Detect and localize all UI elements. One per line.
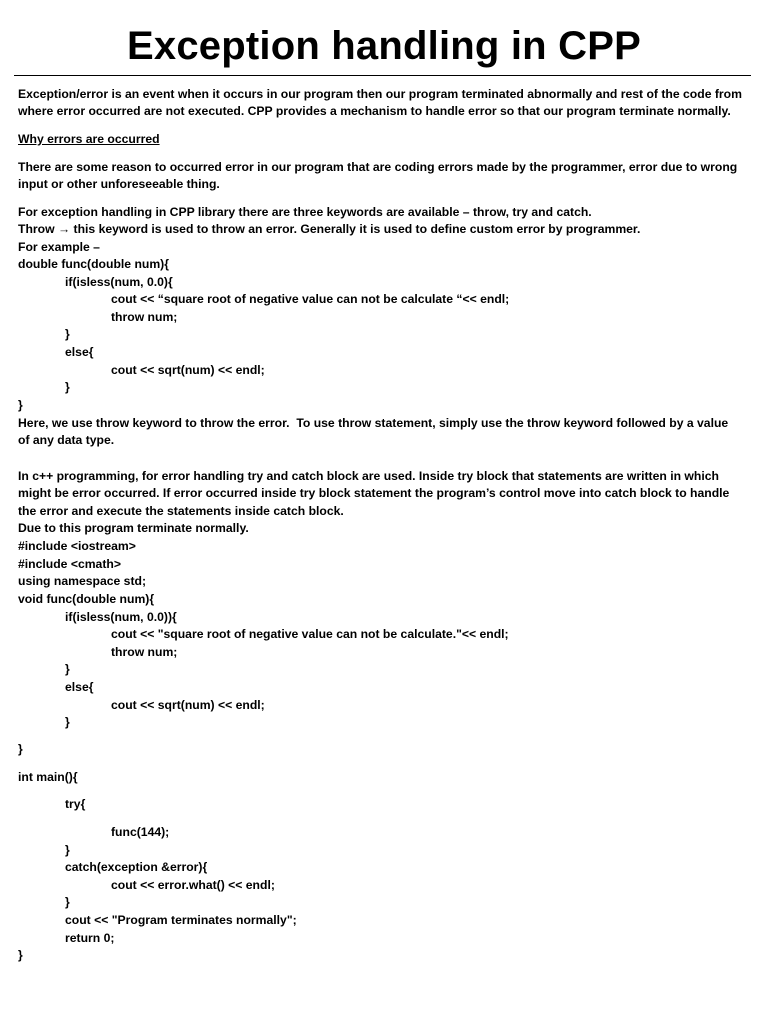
code-line: else{ — [65, 680, 94, 694]
code-line: } — [18, 398, 23, 412]
title-divider — [14, 75, 751, 76]
code-line: cout << error.what() << endl; — [111, 878, 275, 892]
intro-line: Exception/error is an event when it occurs in our program then our program terminated abnormally and rest of the code from — [18, 87, 742, 101]
why-heading: Why errors are occurred — [18, 132, 160, 146]
code-line: double func(double num){ — [18, 257, 169, 271]
why-text-line: There are some reason to occurred error in our program that are coding errors made by the programmer, error due to wrong — [18, 160, 738, 174]
code-line: } — [65, 327, 70, 341]
explanation-line: of any data type. — [18, 433, 115, 447]
code-line: else{ — [65, 345, 94, 359]
intro-line: where error occurred are not executed. CPP provides a mechanism to handle error so that our program terminate normally. — [18, 104, 731, 118]
code-line: if(isless(num, 0.0){ — [65, 275, 173, 289]
code-line: catch(exception &error){ — [65, 860, 208, 874]
code-line: cout << "square root of negative value can not be calculate."<< endl; — [111, 627, 509, 641]
keywords-line: For exception handling in CPP library there are three keywords are available – throw, try and catch. — [18, 205, 592, 219]
code-line: } — [65, 843, 70, 857]
code-line: throw num; — [111, 645, 178, 659]
throw-label: Throw — [18, 222, 55, 236]
code-line: cout << sqrt(num) << endl; — [111, 363, 265, 377]
why-text-line: input or other unforeseeable thing. — [18, 177, 220, 191]
page-title: Exception handling in CPP — [127, 24, 641, 68]
code-line: int main(){ — [18, 770, 78, 784]
throw-description: this keyword is used to throw an error. Generally it is used to define custom error by programmer. — [70, 222, 641, 236]
code-line: } — [65, 662, 70, 676]
for-example-label: For example – — [18, 240, 100, 254]
code-line: cout << sqrt(num) << endl; — [111, 698, 265, 712]
right-arrow-icon: → — [57, 222, 71, 236]
code-line: using namespace std; — [18, 574, 147, 588]
try-catch-line: In c++ programming, for error handling try and catch block are used. Inside try block that statements are written in which — [18, 469, 719, 483]
code-line: } — [65, 895, 70, 909]
throw-line — [18, 221, 640, 238]
code-line: cout << “square root of negative value can not be calculate “<< endl; — [111, 292, 510, 306]
code-line: void func(double num){ — [18, 592, 155, 606]
code-line: return 0; — [65, 931, 115, 945]
try-catch-line: might be error occurred. If error occurred inside try block statement the program’s control move into catch block to handle — [18, 486, 730, 500]
code-line: if(isless(num, 0.0)){ — [65, 610, 177, 624]
code-line: func(144); — [111, 825, 170, 839]
explanation-line: Here, we use throw keyword to throw the error. To use throw statement, simply use the throw keyword followed by a value — [18, 416, 729, 430]
code-line: } — [65, 380, 70, 394]
code-line: cout << "Program terminates normally"; — [65, 913, 297, 927]
try-catch-line: Due to this program terminate normally. — [18, 521, 249, 535]
code-line: #include <cmath> — [18, 557, 121, 571]
code-line: #include <iostream> — [18, 539, 136, 553]
try-catch-line: the error and execute the statements inside catch block. — [18, 504, 344, 518]
code-line: } — [65, 715, 70, 729]
code-line: throw num; — [111, 310, 178, 324]
code-line: } — [18, 948, 23, 962]
code-line: try{ — [65, 797, 86, 811]
code-line: } — [18, 742, 23, 756]
